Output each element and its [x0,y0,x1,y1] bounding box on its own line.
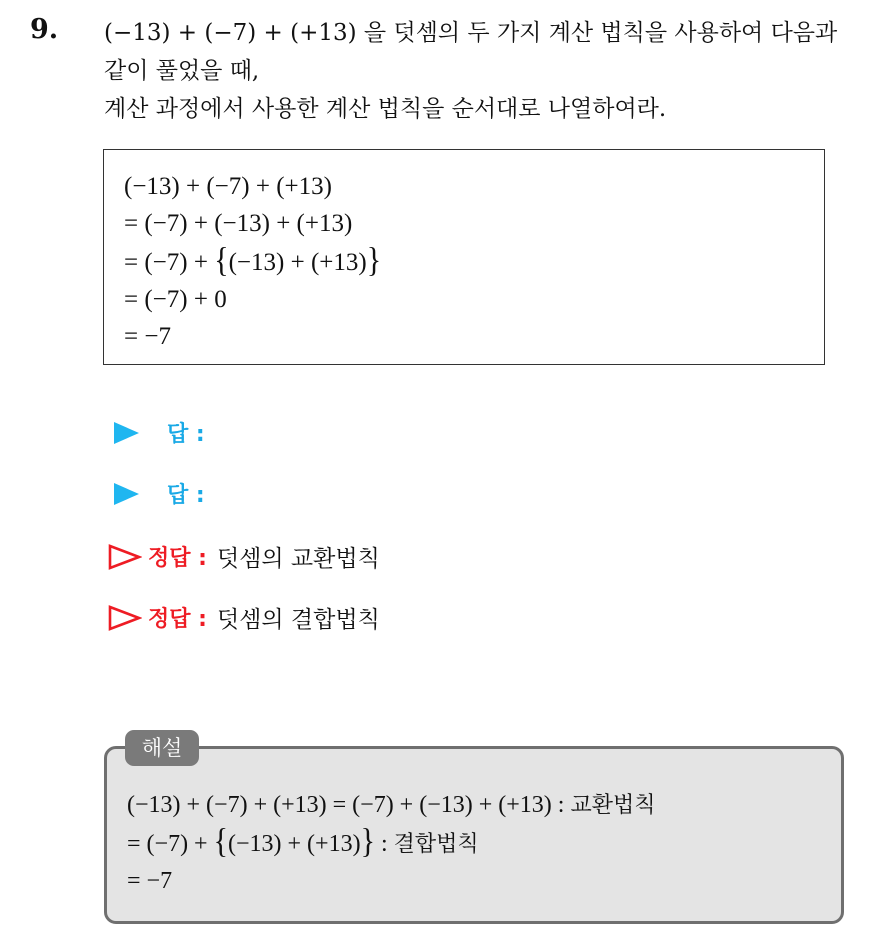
work-box [103,149,825,365]
solution-line-2-sep: : [374,831,394,857]
solution-line-2-prefix: = (−7) + [127,831,214,857]
outline-triangle-right-icon [108,544,142,570]
correct-label-1: 정답 : [148,546,207,571]
work-line-5: = −7 [124,323,171,350]
question-text [104,14,874,128]
work-line-4: = (−7) + 0 [124,286,227,313]
question-line-3: 계산 과정에서 사용한 계산 법칙을 순서대로 나열하여라. [104,96,667,122]
solution-line-2 [127,824,655,863]
brace-close: } [366,241,382,280]
question-line-2: 같이 풀었을 때, [104,58,260,84]
work-line-2: = (−7) + (−13) + (+13) [124,210,353,237]
solution-tag: 해설 [125,730,199,766]
correct-label-2: 정답 : [148,607,207,632]
solution-line-1 [127,787,655,824]
outline-triangle-right-icon [108,605,142,631]
solution-line-1-sep: : [551,792,571,818]
solution-line-1-law: 교환법칙 [570,793,656,818]
work-line-3-prefix: = (−7) + [124,249,215,276]
answer-label-1: 답 : [167,422,205,447]
answer-row-2 [108,478,205,509]
correct-answer-row-1 [108,540,380,573]
correct-answer-text-2: 덧셈의 결합법칙 [216,607,380,633]
work-line-1: (−13) + (−7) + (+13) [124,173,332,200]
answer-row-1 [108,417,205,448]
solution-box [104,746,844,924]
solution-line-3: = −7 [127,868,173,894]
correct-answer-row-2 [108,601,380,634]
filled-triangle-right-icon [114,483,139,505]
work-line-3-inner: (−13) + (+13) [228,249,367,276]
question-line-1: (−13) + (−7) + (+13) 을 덧셈의 두 가지 계산 법칙을 사용하여 다음과 [104,20,838,46]
brace-close: } [360,822,375,861]
solution-line-1-math: (−13) + (−7) + (+13) = (−7) + (−13) + (+13) [127,792,552,818]
solution-steps [127,787,655,899]
brace-open: { [213,822,228,861]
answer-label-2: 답 : [167,483,205,508]
solution-line-2-inner: (−13) + (+13) [228,831,361,857]
filled-triangle-right-icon [114,422,139,444]
work-steps [124,168,381,355]
brace-open: { [214,241,229,280]
solution-line-2-law: 결합법칙 [393,832,479,857]
correct-answer-text-1: 덧셈의 교환법칙 [216,546,380,572]
question-number: 9. [30,14,59,45]
work-line-3 [124,242,381,281]
